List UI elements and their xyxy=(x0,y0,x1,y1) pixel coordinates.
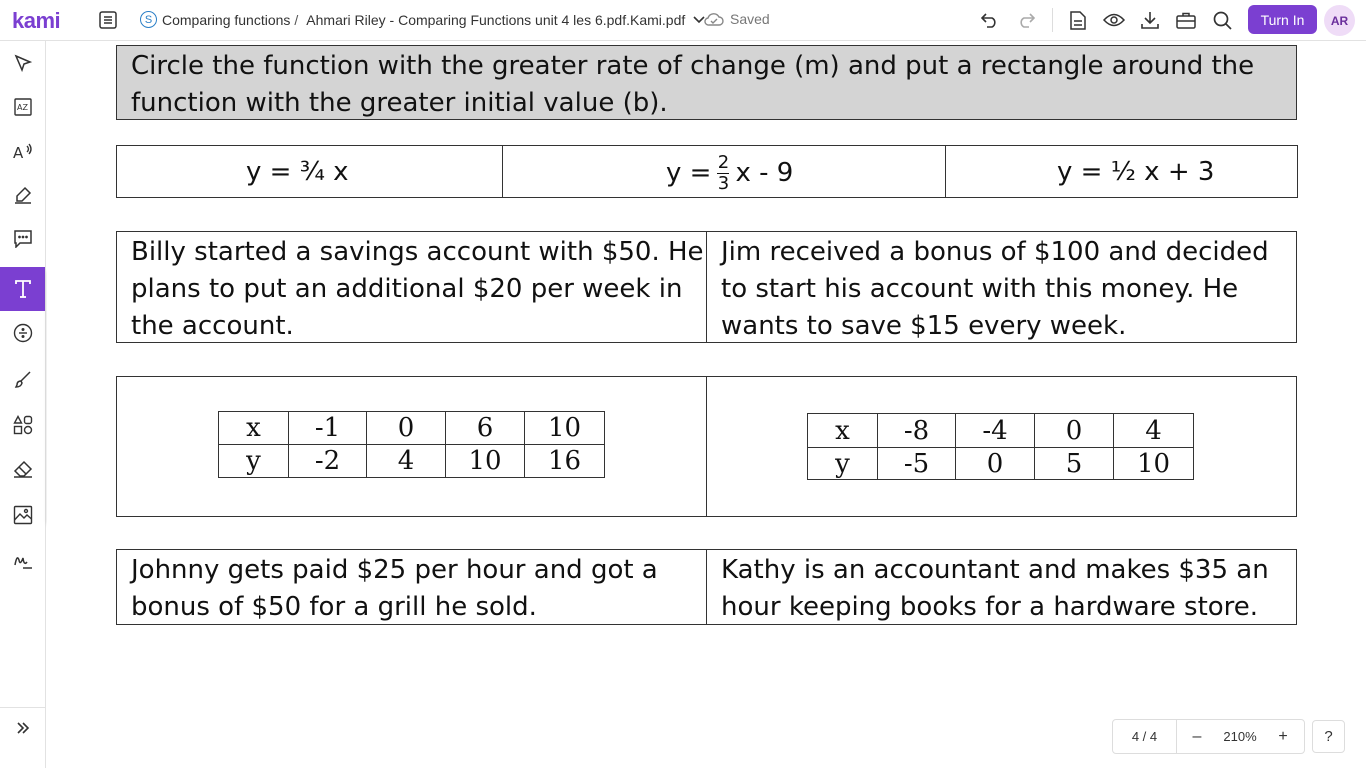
x-value: 0 xyxy=(367,412,446,445)
preview-button[interactable] xyxy=(1102,9,1126,31)
select-tool[interactable] xyxy=(0,41,45,85)
highlighter-tool[interactable] xyxy=(0,173,45,217)
equation-icon xyxy=(13,323,33,343)
y-value: -2 xyxy=(289,445,367,478)
scenario-row-1 xyxy=(116,231,1297,343)
svg-text:A: A xyxy=(12,144,23,160)
xy-table-right xyxy=(807,413,1194,480)
breadcrumb-separator: / xyxy=(294,11,299,28)
y-value: 10 xyxy=(1114,448,1194,480)
toolbox-icon xyxy=(1176,12,1196,29)
file-name[interactable]: Ahmari Riley - Comparing Functions unit 4 les 6.pdf.Kami.pdf xyxy=(306,11,686,28)
paintbrush-icon xyxy=(14,370,32,388)
x-value: 0 xyxy=(1035,414,1114,448)
fraction-numerator: 2 xyxy=(717,151,730,173)
kathy-scenario: Kathy is an accountant and makes $35 an hour keeping books for a hardware store. xyxy=(706,550,1296,624)
shapes-icon xyxy=(13,415,33,435)
image-tool[interactable] xyxy=(0,493,45,537)
eraser-icon xyxy=(13,460,33,478)
y-value: -5 xyxy=(878,448,956,480)
equation-2-prefix: y = xyxy=(666,158,712,188)
y-value: 10 xyxy=(446,445,525,478)
expand-sidebar-button[interactable] xyxy=(0,708,45,748)
top-bar xyxy=(0,0,1366,41)
breadcrumb xyxy=(140,11,705,28)
equation-tool[interactable] xyxy=(0,311,45,355)
class-badge: S xyxy=(140,11,157,28)
x-value: 4 xyxy=(1114,414,1194,448)
signature-tool[interactable] xyxy=(0,539,45,583)
y-header: y xyxy=(808,448,878,480)
page-zoom-bar xyxy=(1112,719,1305,754)
y-value: 16 xyxy=(525,445,605,478)
breadcrumb-folder[interactable]: Comparing functions xyxy=(162,11,291,28)
y-value: 5 xyxy=(1035,448,1114,480)
read-aloud-icon xyxy=(12,142,34,160)
scenario-row-3 xyxy=(116,549,1297,625)
zoom-level[interactable]: 210% xyxy=(1223,729,1257,744)
left-toolbar xyxy=(0,41,46,768)
y-header: y xyxy=(219,445,289,478)
drawing-tool[interactable] xyxy=(0,357,45,401)
search-button[interactable] xyxy=(1210,9,1234,31)
dictionary-tool[interactable] xyxy=(0,85,45,129)
kami-logo[interactable]: kami xyxy=(12,8,61,33)
cloud-check-icon xyxy=(704,12,724,26)
x-value: -1 xyxy=(289,412,367,445)
equation-2-suffix: x - 9 xyxy=(735,158,794,188)
cursor-arrow-icon xyxy=(14,54,32,72)
toolbar-divider xyxy=(1052,8,1053,32)
download-icon xyxy=(1141,11,1159,29)
x-header: x xyxy=(808,414,878,448)
comment-icon xyxy=(14,230,32,248)
billy-scenario: Billy started a savings account with $50. He plans to put an additional $20 per week in the account. xyxy=(131,237,704,341)
add-image-icon xyxy=(13,505,33,525)
x-header: x xyxy=(219,412,289,445)
search-icon xyxy=(1213,11,1232,30)
svg-text:AZ: AZ xyxy=(16,103,28,112)
redo-icon xyxy=(1017,12,1035,28)
undo-icon xyxy=(981,12,999,28)
download-button[interactable] xyxy=(1138,9,1162,31)
undo-button[interactable] xyxy=(978,9,1002,31)
zoom-out-button[interactable]: – xyxy=(1192,727,1202,745)
page-indicator[interactable]: 4 / 4 xyxy=(1113,720,1177,753)
document-icon xyxy=(1070,11,1086,30)
highlighter-icon xyxy=(14,186,32,204)
eraser-tool[interactable] xyxy=(0,447,45,491)
turn-in-button[interactable]: Turn In xyxy=(1248,5,1317,34)
x-value: -4 xyxy=(956,414,1035,448)
johnny-scenario: Johnny gets paid $25 per hour and got a bonus of $50 for a grill he sold. xyxy=(131,555,658,622)
x-value: 6 xyxy=(446,412,525,445)
equations-row xyxy=(116,145,1298,198)
pdf-page xyxy=(47,42,1366,768)
fraction-denominator: 3 xyxy=(717,172,730,194)
equation-1: y = ¾ x xyxy=(246,156,349,187)
equation-3: y = ½ x + 3 xyxy=(945,146,1297,197)
avatar[interactable]: AR xyxy=(1324,5,1355,36)
instruction-box: Circle the function with the greater rate of change (m) and put a rectangle around the function with the greater initial value (b). xyxy=(116,45,1297,120)
xy-table-left xyxy=(218,411,605,478)
read-aloud-tool[interactable] xyxy=(0,129,45,173)
y-value: 0 xyxy=(956,448,1035,480)
equation-2 xyxy=(502,146,945,197)
document-button[interactable] xyxy=(1066,9,1090,31)
save-status xyxy=(704,11,770,27)
y-value: 4 xyxy=(367,445,446,478)
outline-toggle-button[interactable] xyxy=(96,9,120,31)
saved-label: Saved xyxy=(730,11,770,27)
outline-icon xyxy=(99,11,117,29)
double-chevron-right-icon xyxy=(16,722,30,734)
text-cursor-icon xyxy=(13,279,33,299)
two-thirds-fraction xyxy=(717,151,730,194)
help-button[interactable]: ? xyxy=(1312,720,1345,753)
tools-button[interactable] xyxy=(1174,9,1198,31)
x-value: 10 xyxy=(525,412,605,445)
zoom-in-button[interactable]: + xyxy=(1278,727,1288,745)
eye-icon xyxy=(1103,13,1125,27)
jim-scenario: Jim received a bonus of $100 and decided to start his account with this money. He wants to save $15 every week. xyxy=(706,232,1296,342)
text-tool[interactable] xyxy=(0,267,45,311)
shapes-tool[interactable] xyxy=(0,403,45,447)
signature-icon xyxy=(13,552,33,570)
x-value: -8 xyxy=(878,414,956,448)
redo-button[interactable] xyxy=(1014,9,1038,31)
comment-tool[interactable] xyxy=(0,217,45,261)
dictionary-icon xyxy=(14,98,32,116)
